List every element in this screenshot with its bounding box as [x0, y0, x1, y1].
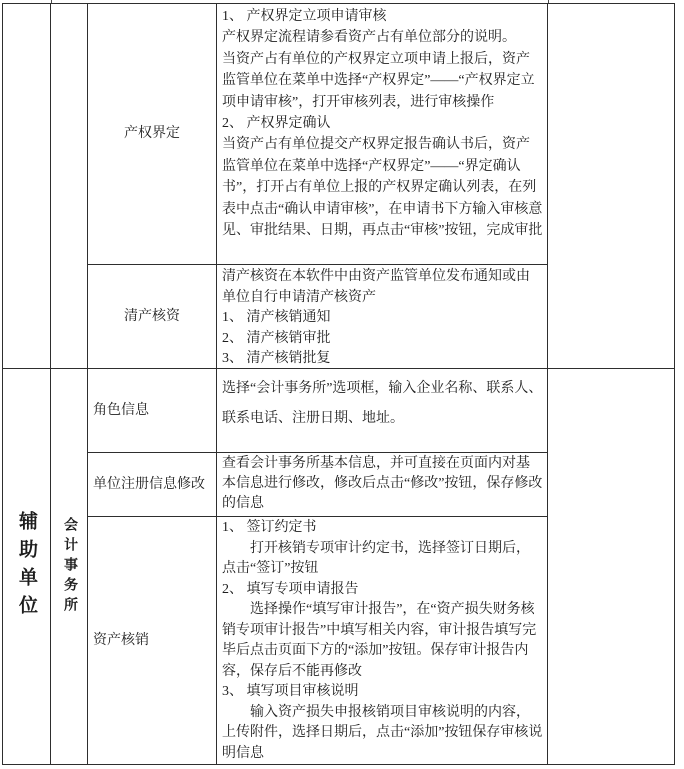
features-table — [2, 3, 675, 765]
feature-label-property-right-definition: 产权界定 — [88, 4, 217, 265]
description-paragraph: 1、 签订约定书 — [222, 520, 317, 535]
description-paragraph: 2、 产权界定确认 — [222, 116, 331, 132]
description-paragraph: 选择“会计事务所”选项框，输入企业名称、联系人、联系电话、注册日期、地址。 — [222, 381, 543, 426]
description-paragraph: 2、 清产核销审批 — [222, 330, 331, 346]
description-paragraph: 打开核销专项审计约定书，选择签订日期后，点击“签订”按钮 — [222, 540, 530, 576]
group-cell-auxiliary-unit — [3, 369, 51, 765]
notes-cell-bottom-empty — [548, 369, 675, 765]
description-paragraph: 选择操作“填写审计报告”，在“资产损失财务核销专项审计报告”中填写相关内容，审计报告填写完毕后点击页面下方的“添加”按钮。保存审计报告内容，保存后不能再修改 — [222, 602, 537, 679]
description-paragraph: 输入资产损失申报核销项目审核说明的内容，上传附件，选择日期后，点击“添加”按钮保存审核说明信息 — [222, 704, 543, 761]
subgroup-cell-top-empty — [51, 4, 88, 369]
description-cell-unit-registration-edit — [217, 453, 548, 517]
description-paragraph: 3、 填写项目审核说明 — [222, 684, 359, 699]
feature-label-unit-registration-edit: 单位注册信息修改 — [88, 453, 217, 517]
notes-cell-top-empty — [548, 4, 675, 369]
feature-label-asset-verification: 清产核资 — [88, 265, 217, 369]
feature-label-role-info: 角色信息 — [88, 369, 217, 453]
group-cell-top-empty — [3, 4, 51, 369]
description-cell-property-right-definition — [217, 4, 548, 265]
description-cell-asset-writeoff — [217, 517, 548, 765]
description-paragraph: 当资产占有单位提交产权界定报告确认书后，资产监管单位在菜单中选择“产权界定”——“界定确认书”，打开占有单位上报的产权界定确认列表，在列表中点击“确认申请审核”，在申请书下方输入审核意见、审批结果、日期，再点击“审核”按钮，完成审批 — [222, 137, 543, 239]
description-paragraph: 2、 填写专项申请报告 — [222, 581, 359, 597]
group-label-auxiliary-unit: 辅助单位 — [16, 510, 37, 623]
description-cell-role-info — [217, 369, 548, 453]
description-paragraph: 当资产占有单位的产权界定立项申请上报后，资产监管单位在菜单中选择“产权界定”——“产权界定立项申请审核”，打开审核列表，进行审核操作 — [222, 51, 535, 110]
feature-label-asset-writeoff: 资产核销 — [88, 517, 217, 765]
description-paragraph: 1、 产权界定立项申请审核 — [222, 9, 387, 24]
subgroup-cell-accounting-firm — [51, 369, 88, 765]
description-paragraph: 1、 清产核销通知 — [222, 310, 331, 326]
description-paragraph: 产权界定流程请参看资产占有单位部分的说明。 — [222, 30, 516, 46]
description-paragraph: 查看会计事务所基本信息，并可直接在页面内对基本信息进行修改，修改后点击“修改”按钮，保存修改的信息 — [222, 456, 543, 511]
description-paragraph: 3、 清产核销批复 — [222, 351, 331, 367]
subgroup-label-accounting-firm: 会计事务所 — [62, 516, 77, 617]
description-cell-asset-verification — [217, 265, 548, 369]
description-paragraph: 清产核资在本软件中由资产监管单位发布通知或由单位自行申请清产核资产 — [222, 269, 530, 305]
